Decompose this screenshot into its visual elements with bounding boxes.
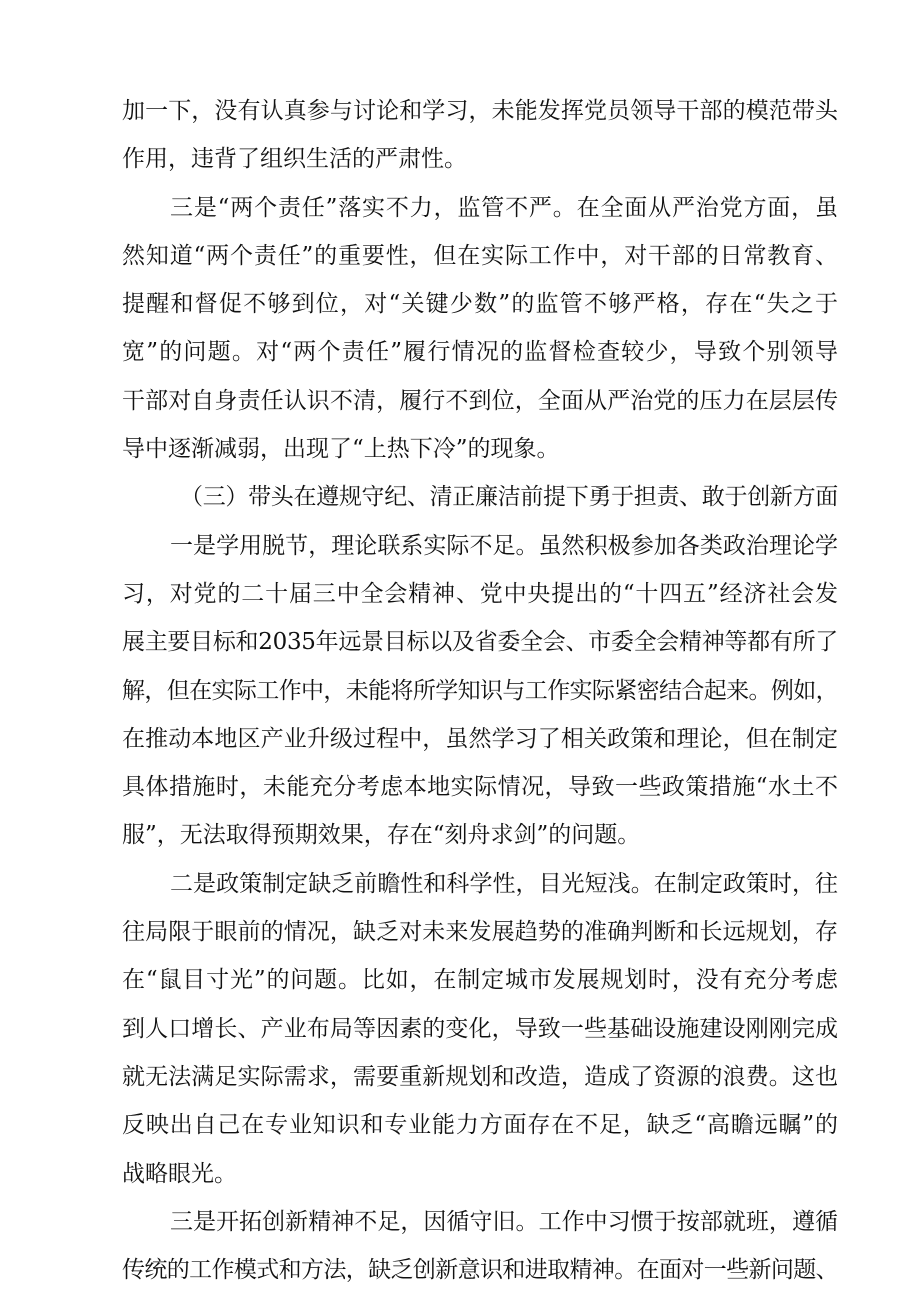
text-line: 导中逐渐减弱，出现了“上热下冷”的现象。	[122, 436, 560, 463]
text-line: 到人口增长、产业布局等因素的变化，导致一些基础设施建设刚刚完成	[122, 1015, 838, 1042]
text-line: 一是学用脱节，理论联系实际不足。虽然积极参加各类政治理论学	[170, 532, 838, 559]
text-line: 二是政策制定缺乏前瞻性和科学性，目光短浅。在制定政策时，往	[170, 870, 838, 897]
text-line: 提醒和督促不够到位，对“关键少数”的监管不够严格，存在“失之于	[122, 291, 838, 318]
text-line: 解，但在实际工作中，未能将所学知识与工作实际紧密结合起来。例如，	[122, 677, 838, 704]
text-line: 在推动本地区产业升级过程中，虽然学习了相关政策和理论，但在制定	[122, 725, 838, 752]
document-body	[122, 87, 838, 1294]
text-line: 干部对自身责任认识不清，履行不到位，全面从严治党的压力在层层传	[122, 387, 838, 414]
text-line: 作用，违背了组织生活的严肃性。	[122, 146, 467, 173]
text-line: 战略眼光。	[122, 1160, 237, 1187]
text-line: 传统的工作模式和方法，缺乏创新意识和进取精神。在面对一些新问题、	[122, 1257, 838, 1284]
text-line: 展主要目标和2035年远景目标以及省委全会、市委全会精神等都有所了	[122, 629, 838, 656]
text-line: 具体措施时，未能充分考虑本地实际情况，导致一些政策措施“水土不	[122, 774, 838, 801]
text-line: 习，对党的二十届三中全会精神、党中央提出的“十四五”经济社会发	[122, 580, 838, 607]
text-line: 然知道“两个责任”的重要性，但在实际工作中，对干部的日常教育、	[122, 242, 838, 269]
text-line: 三是“两个责任”落实不力，监管不严。在全面从严治党方面，虽	[170, 194, 838, 221]
text-line: 加一下，没有认真参与讨论和学习，未能发挥党员领导干部的模范带头	[122, 98, 838, 124]
text-line: 往局限于眼前的情况，缺乏对未来发展趋势的准确判断和长远规划，存	[122, 919, 838, 946]
text-line: 反映出自己在专业知识和专业能力方面存在不足，缺乏“高瞻远瞩”的	[122, 1112, 838, 1139]
text-line: 宽”的问题。对“两个责任”履行情况的监督检查较少，导致个别领导	[122, 339, 838, 366]
section-heading: （三）带头在遵规守纪、清正廉洁前提下勇于担责、敢于创新方面	[180, 484, 839, 511]
text-line: 三是开拓创新精神不足，因循守旧。工作中习惯于按部就班，遵循	[170, 1208, 838, 1235]
text-line: 在“鼠目寸光”的问题。比如，在制定城市发展规划时，没有充分考虑	[122, 967, 838, 994]
text-line: 就无法满足实际需求，需要重新规划和改造，造成了资源的浪费。这也	[122, 1063, 838, 1090]
text-line: 服”，无法取得预期效果，存在“刻舟求剑”的问题。	[122, 822, 641, 849]
